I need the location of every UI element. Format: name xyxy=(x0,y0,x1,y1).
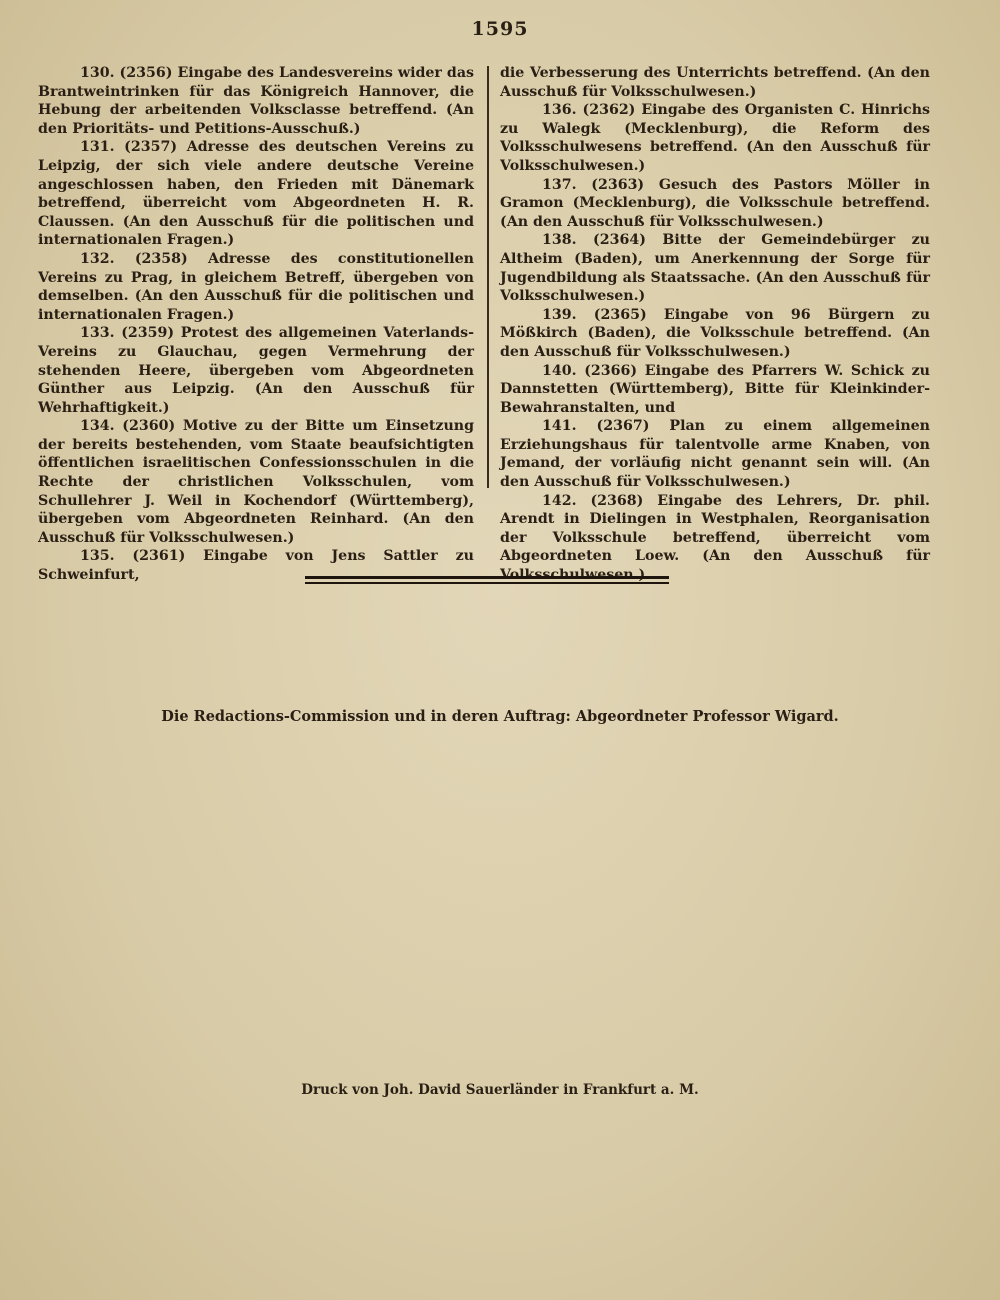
petition-entry: 139. (2365) Eingabe von 96 Bürgern zu Mößkirch (Baden), die Volksschule betreffend. (An den Ausschuß für Volksschulwesen.) xyxy=(500,306,930,360)
petition-entry: 131. (2357) Adresse des deutschen Vereins zu Leipzig, der sich viele andere deutsche Vereine angeschlossen haben, den Frieden mit Dänemark betreffend, überreicht vom Abgeordneten H. R. Claussen. (An den Ausschuß für die politischen und internationalen Fragen.) xyxy=(38,139,474,249)
column-divider xyxy=(487,66,489,488)
petition-entry: 137. (2363) Gesuch des Pastors Möller in Gramon (Mecklenburg), die Volksschule betreffend. (An den Ausschuß für Volksschulwesen.) xyxy=(500,176,930,230)
section-rule xyxy=(305,582,669,584)
petition-entry: 136. (2362) Eingabe des Organisten C. Hinrichs zu Walegk (Mecklenburg), die Reform des Volksschulwesens betreffend. (An den Ausschuß für Volksschulwesen.) xyxy=(500,102,930,174)
petition-entry: 142. (2368) Eingabe des Lehrers, Dr. phil. Arendt in Dielingen in Westphalen, Reorganisation der Volksschule betreffend, überreicht vom Abgeordneten Loew. (An den Ausschuß für xyxy=(500,492,930,565)
petition-entry-continuation: die Verbesserung des Unterrichts betreffend. (An den Ausschuß für Volksschulwesen.) xyxy=(500,65,930,100)
petition-entry: 135. (2361) Eingabe von Jens Sattler zu Schweinfurt, xyxy=(38,548,474,584)
petition-entry: 134. (2360) Motive zu der Bitte um Einsetzung der bereits bestehenden, vom Staate beaufsichtigten öffentlichen israelitischen Confessionsschulen in die Rechte der christlichen Volksschulen, vom Schullehrer J. Weil in Kochendorf (Württemberg), übergeben vom Abgeordneten Reinhard. (An den Ausschuß für Volksschulwesen.) xyxy=(38,418,474,546)
right-column xyxy=(500,64,930,585)
petition-entry: 141. (2367) Plan zu einem allgemeinen Erziehungshaus für talentvolle arme Knaben, von Jemand, der vorläufig nicht genannt sein will. (An den Ausschuß für Volksschulwesen.) xyxy=(500,418,930,491)
petition-entry: 130. (2356) Eingabe des Landesvereins wider das Brantweintrinken für das Königreich Hannover, die Hebung der arbeitenden Volksclasse betreffend. (An den Prioritäts- und Petitions-Ausschuß.) xyxy=(38,65,474,137)
page-number: 1595 xyxy=(471,18,529,40)
petition-entry: 140. (2366) Eingabe des Pfarrers W. Schick zu Dannstetten (Württemberg), Bitte für Kleinkinder-Bewahranstalten, und xyxy=(500,362,930,416)
printer-imprint: Druck von Joh. David Sauerländer in Frankfurt a. M. xyxy=(301,1082,699,1098)
editorial-credit: Die Redactions-Commission und in deren Auftrag: Abgeordneter Professor Wigard. xyxy=(161,708,839,725)
petition-entry: 132. (2358) Adresse des constitutionellen Vereins zu Prag, in gleichem Betreff, übergeben von demselben. (An den Ausschuß für die politischen und internationalen Fragen.) xyxy=(38,250,474,323)
petition-entry: 133. (2359) Protest des allgemeinen Vaterlands-Vereins zu Glauchau, gegen Vermehrung der stehenden Heere, übergeben vom Abgeordneten Günther aus Leipzig. (An den Ausschuß für Wehrhaftigkeit.) xyxy=(38,325,474,416)
section-rule xyxy=(305,576,669,579)
petition-entry: 138. (2364) Bitte der Gemeindebürger zu Altheim (Baden), um Anerkennung der Sorge für Jugendbildung als Staatssache. (An den Ausschuß für Volksschulwesen.) xyxy=(500,232,930,305)
left-column xyxy=(38,64,474,585)
